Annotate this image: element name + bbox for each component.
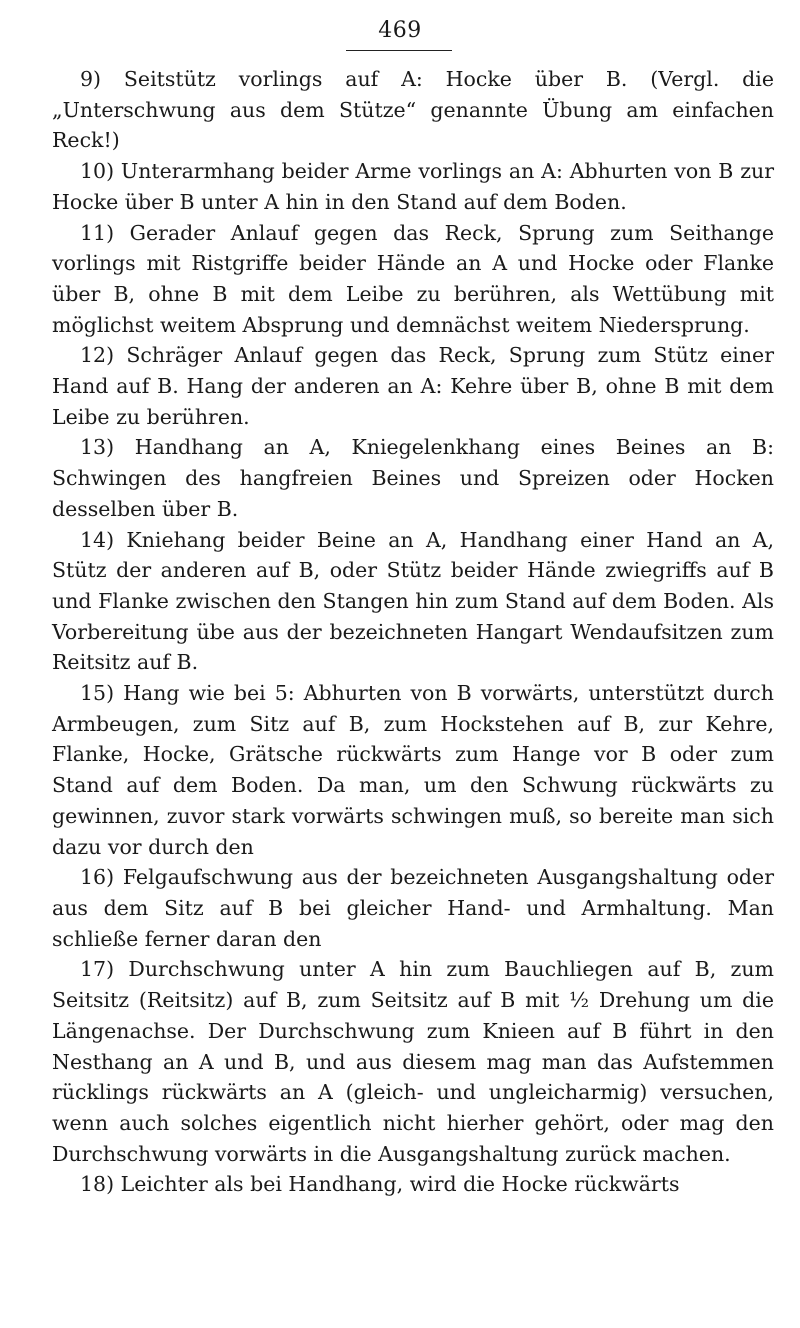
exercise-item-11: 11) Gerader Anlauf gegen das Reck, Sprung zum Seithange vorlings mit Ristgriffe beider Hände an A und Hocke oder Flanke über B, ohne B mit dem Leibe zu berühren, als Wettübung mit möglichst weitem Absprung und demnächst weitem Niedersprung. xyxy=(52,220,774,337)
body-text xyxy=(52,64,774,1200)
exercise-item-18: 18) Leichter als bei Handhang, wird die Hocke rückwärts xyxy=(80,1172,680,1197)
exercise-item-12: 12) Schräger Anlauf gegen das Reck, Sprung zum Stütz einer Hand auf B. Hang der anderen an A: Kehre über B, ohne B mit dem Leibe zu berühren. xyxy=(52,343,774,429)
exercise-item-16: 16) Felgaufschwung aus der bezeichneten Ausgangshaltung oder aus dem Sitz auf B bei gleicher Hand- und Armhaltung. Man schließe ferner daran den xyxy=(52,865,774,951)
exercise-item-13: 13) Handhang an A, Kniegelenkhang eines Beines an B: Schwingen des hangfreien Beines und Spreizen oder Hocken desselben über B. xyxy=(52,435,774,521)
exercise-item-17: 17) Durchschwung unter A hin zum Bauchliegen auf B, zum Seitsitz (Reitsitz) auf B, zum Seitsitz auf B mit ½ Drehung um die Längenachse. Der Durchschwung zum Knieen auf B führt in den Nesthang an A und B, und aus diesem mag man das Aufstemmen rücklings rückwärts an A (gleich- und ungleicharmig) versuchen, wenn auch solches eigentlich nicht hierher gehört, oder mag den Durchschwung vorwärts in die Ausgangshaltung zurück machen. xyxy=(52,957,774,1166)
header-rule xyxy=(346,50,452,51)
exercise-item-15: 15) Hang wie bei 5: Abhurten von B vorwärts, unterstützt durch Armbeugen, zum Sitz auf B, zum Hockstehen auf B, zur Kehre, Flanke, Hocke, Grätsche rückwärts zum Hange vor B oder zum Stand auf dem Boden. Da man, um den Schwung rückwärts zu gewinnen, zuvor stark vorwärts schwingen muß, so bereite man sich dazu vor durch den xyxy=(52,681,774,859)
exercise-item-14: 14) Kniehang beider Beine an A, Handhang einer Hand an A, Stütz der anderen auf B, oder Stütz beider Hände zwiegriffs auf B und Flanke zwischen den Stangen hin zum Stand auf dem Boden. Als Vorbereitung übe aus der bezeichneten Hangart Wendaufsitzen zum Reitsitz auf B. xyxy=(52,527,774,675)
exercise-item-10: 10) Unterarmhang beider Arme vorlings an A: Abhurten von B zur Hocke über B unter A hin in den Stand auf dem Boden. xyxy=(52,159,774,214)
page-number: 469 xyxy=(378,18,422,43)
exercise-item-9: 9) Seitstütz vorlings auf A: Hocke über B. (Vergl. die „Unterschwung aus dem Stütze“ genannte Übung am einfachen Reck!) xyxy=(52,67,774,153)
